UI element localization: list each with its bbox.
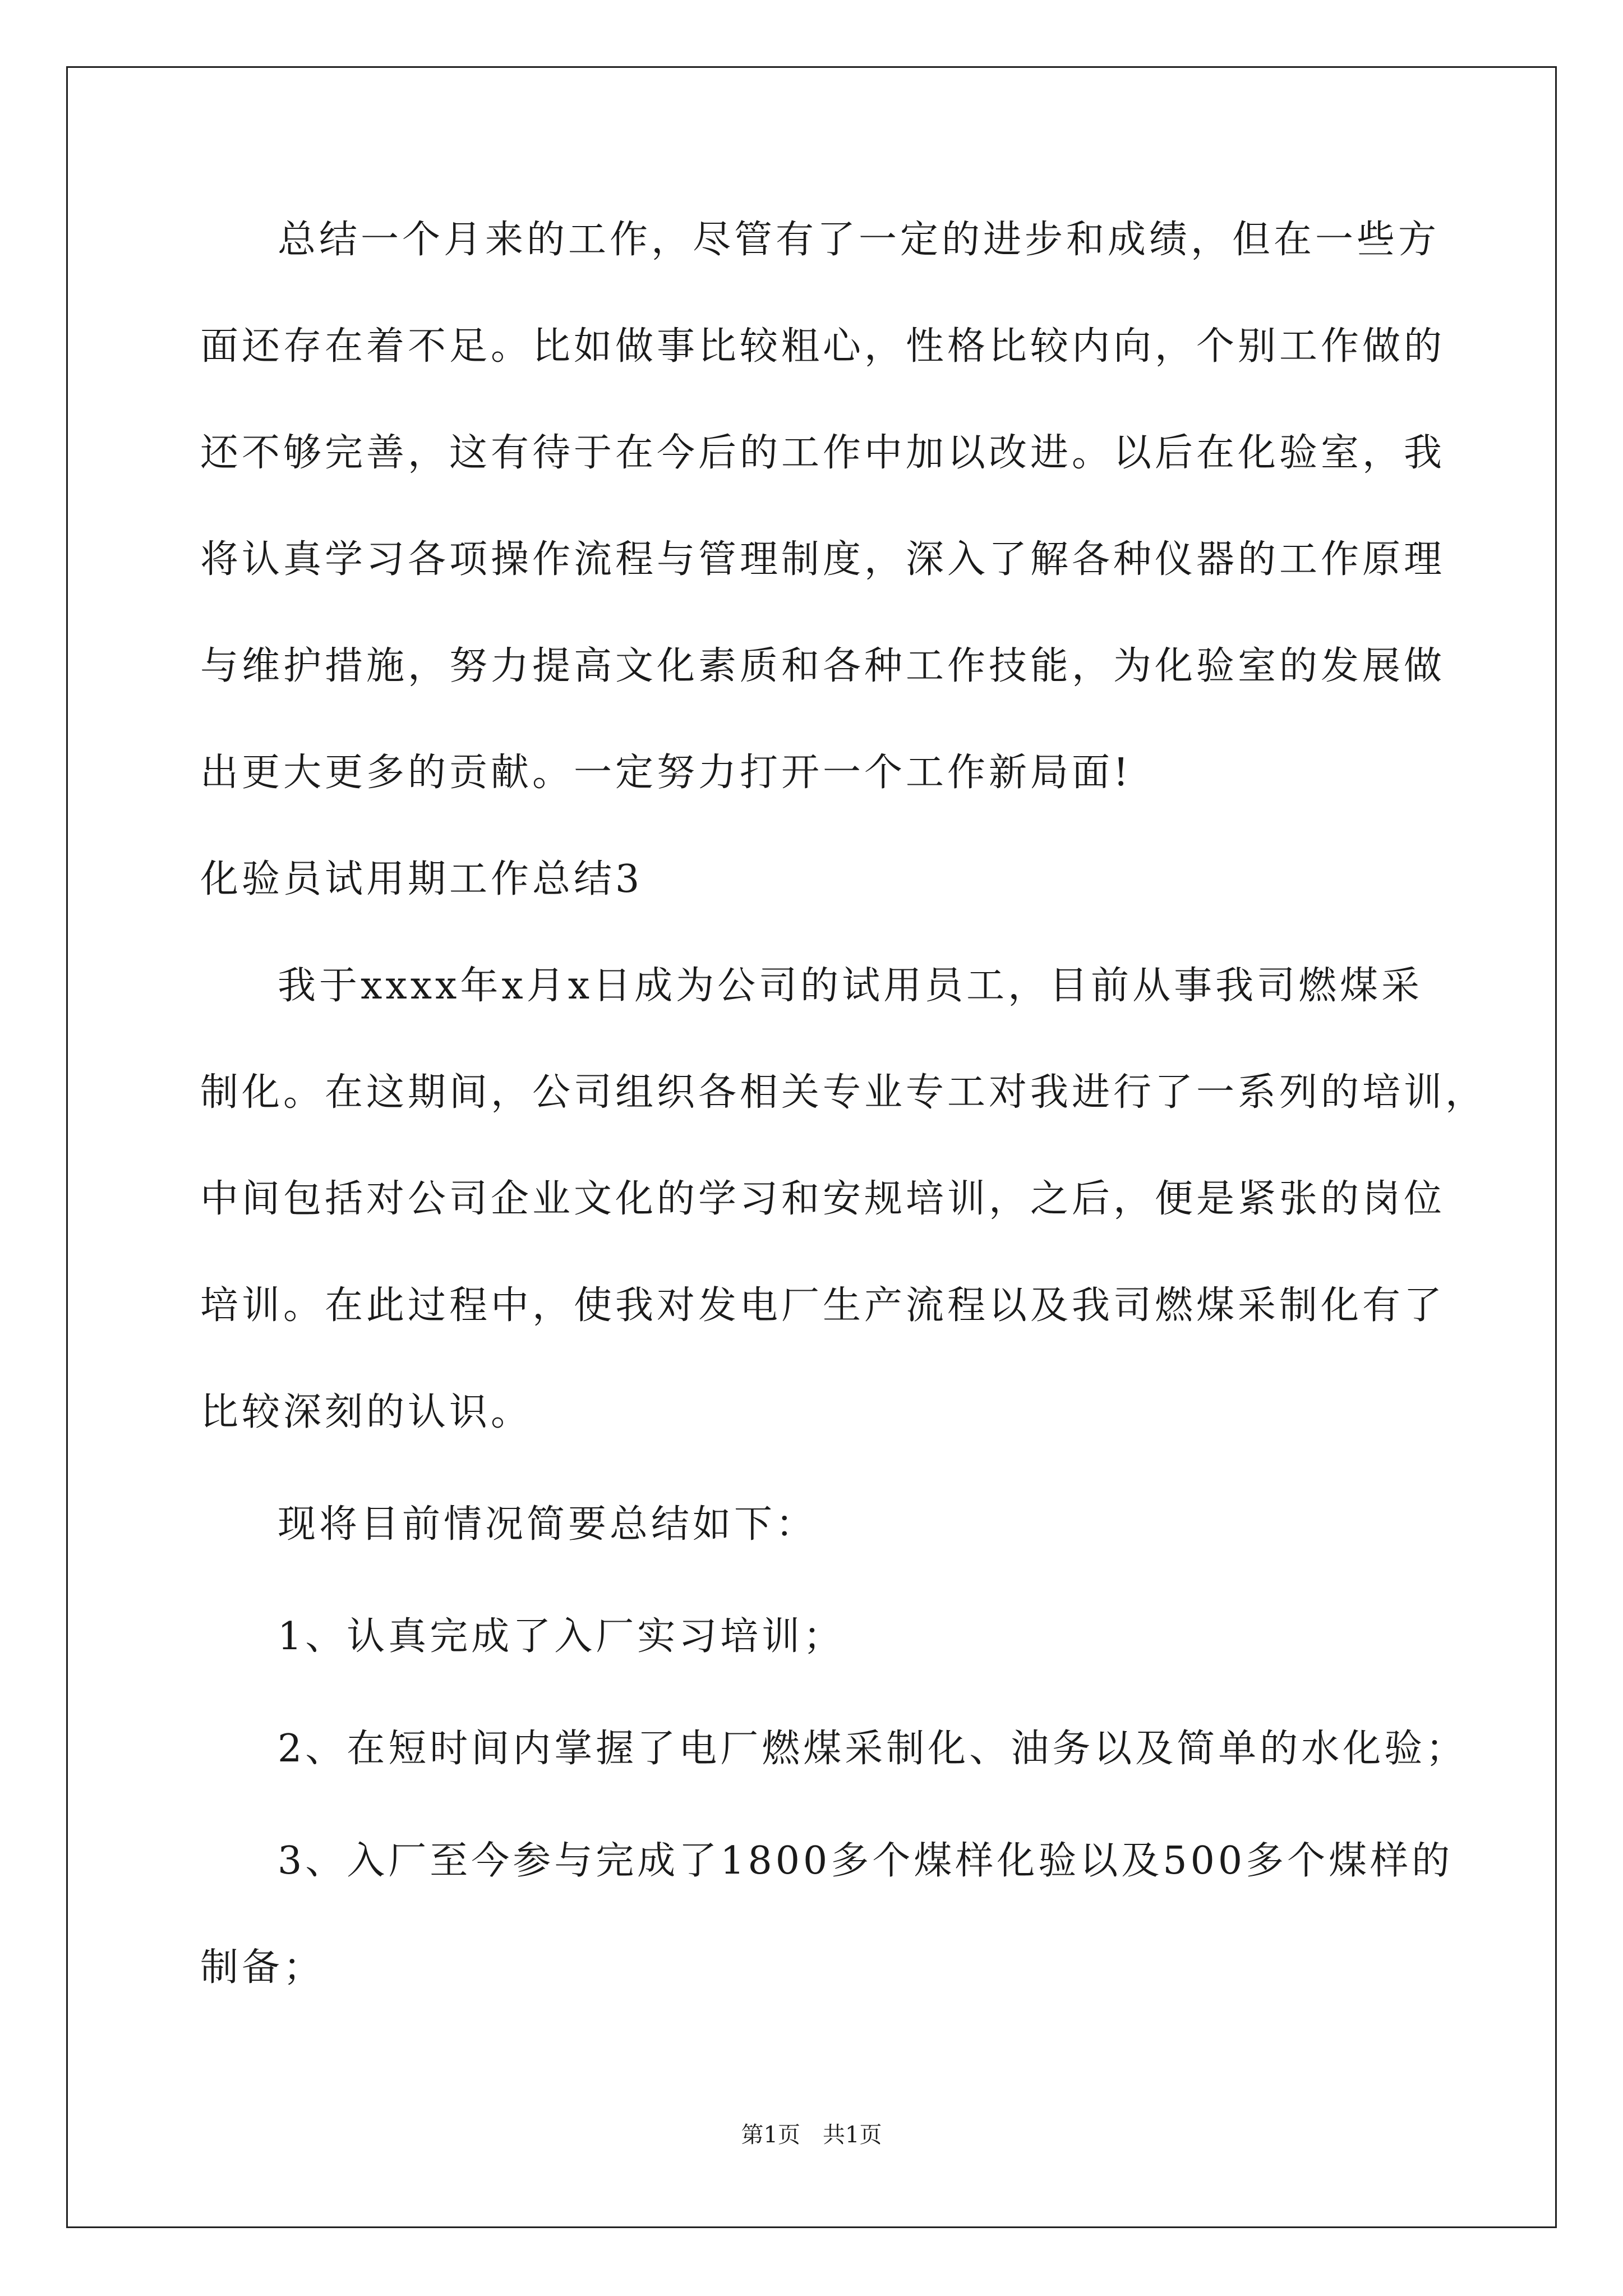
- paragraph-line: 制化。在这期间，公司组织各相关专业专工对我进行了一系列的培训，: [200, 1070, 1487, 1115]
- paragraph-line: 出更大更多的贡献。一定努力打开一个工作新局面!: [200, 751, 1132, 795]
- paragraph-line: 还不够完善，这有待于在今后的工作中加以改进。以后在化验室，我: [200, 431, 1446, 475]
- section-title: 化验员试用期工作总结3: [200, 857, 643, 901]
- paragraph-line: 中间包括对公司企业文化的学习和安规培训，之后，便是紧张的岗位: [200, 1177, 1446, 1221]
- list-item-continuation: 制备；: [200, 1945, 325, 1990]
- list-item: 3、入厂至今参与完成了1800多个煤样化验以及500多个煤样的: [278, 1839, 1454, 1883]
- paragraph-line: 总结一个月来的工作，尽管有了一定的进步和成绩，但在一些方: [278, 218, 1440, 262]
- page-border: [66, 66, 1557, 2228]
- list-item: 2、在短时间内掌握了电厂燃煤采制化、油务以及简单的水化验；: [278, 1727, 1468, 1771]
- paragraph-line: 我于xxxx年x月x日成为公司的试用员工，目前从事我司燃煤采: [278, 964, 1423, 1008]
- paragraph-line: 比较深刻的认识。: [200, 1390, 533, 1434]
- paragraph-line: 面还存在着不足。比如做事比较粗心，性格比较内向，个别工作做的: [200, 324, 1446, 369]
- paragraph-line: 与维护措施，努力提高文化素质和各种工作技能，为化验室的发展做: [200, 644, 1446, 688]
- list-item: 1、认真完成了入厂实习培训；: [278, 1614, 845, 1659]
- paragraph-line: 培训。在此过程中，使我对发电厂生产流程以及我司燃煤采制化有了: [200, 1283, 1446, 1328]
- summary-intro: 现将目前情况简要总结如下：: [278, 1502, 818, 1547]
- page-footer: 第1页 共1页: [741, 2122, 882, 2148]
- paragraph-line: 将认真学习各项操作流程与管理制度，深入了解各种仪器的工作原理: [200, 537, 1446, 582]
